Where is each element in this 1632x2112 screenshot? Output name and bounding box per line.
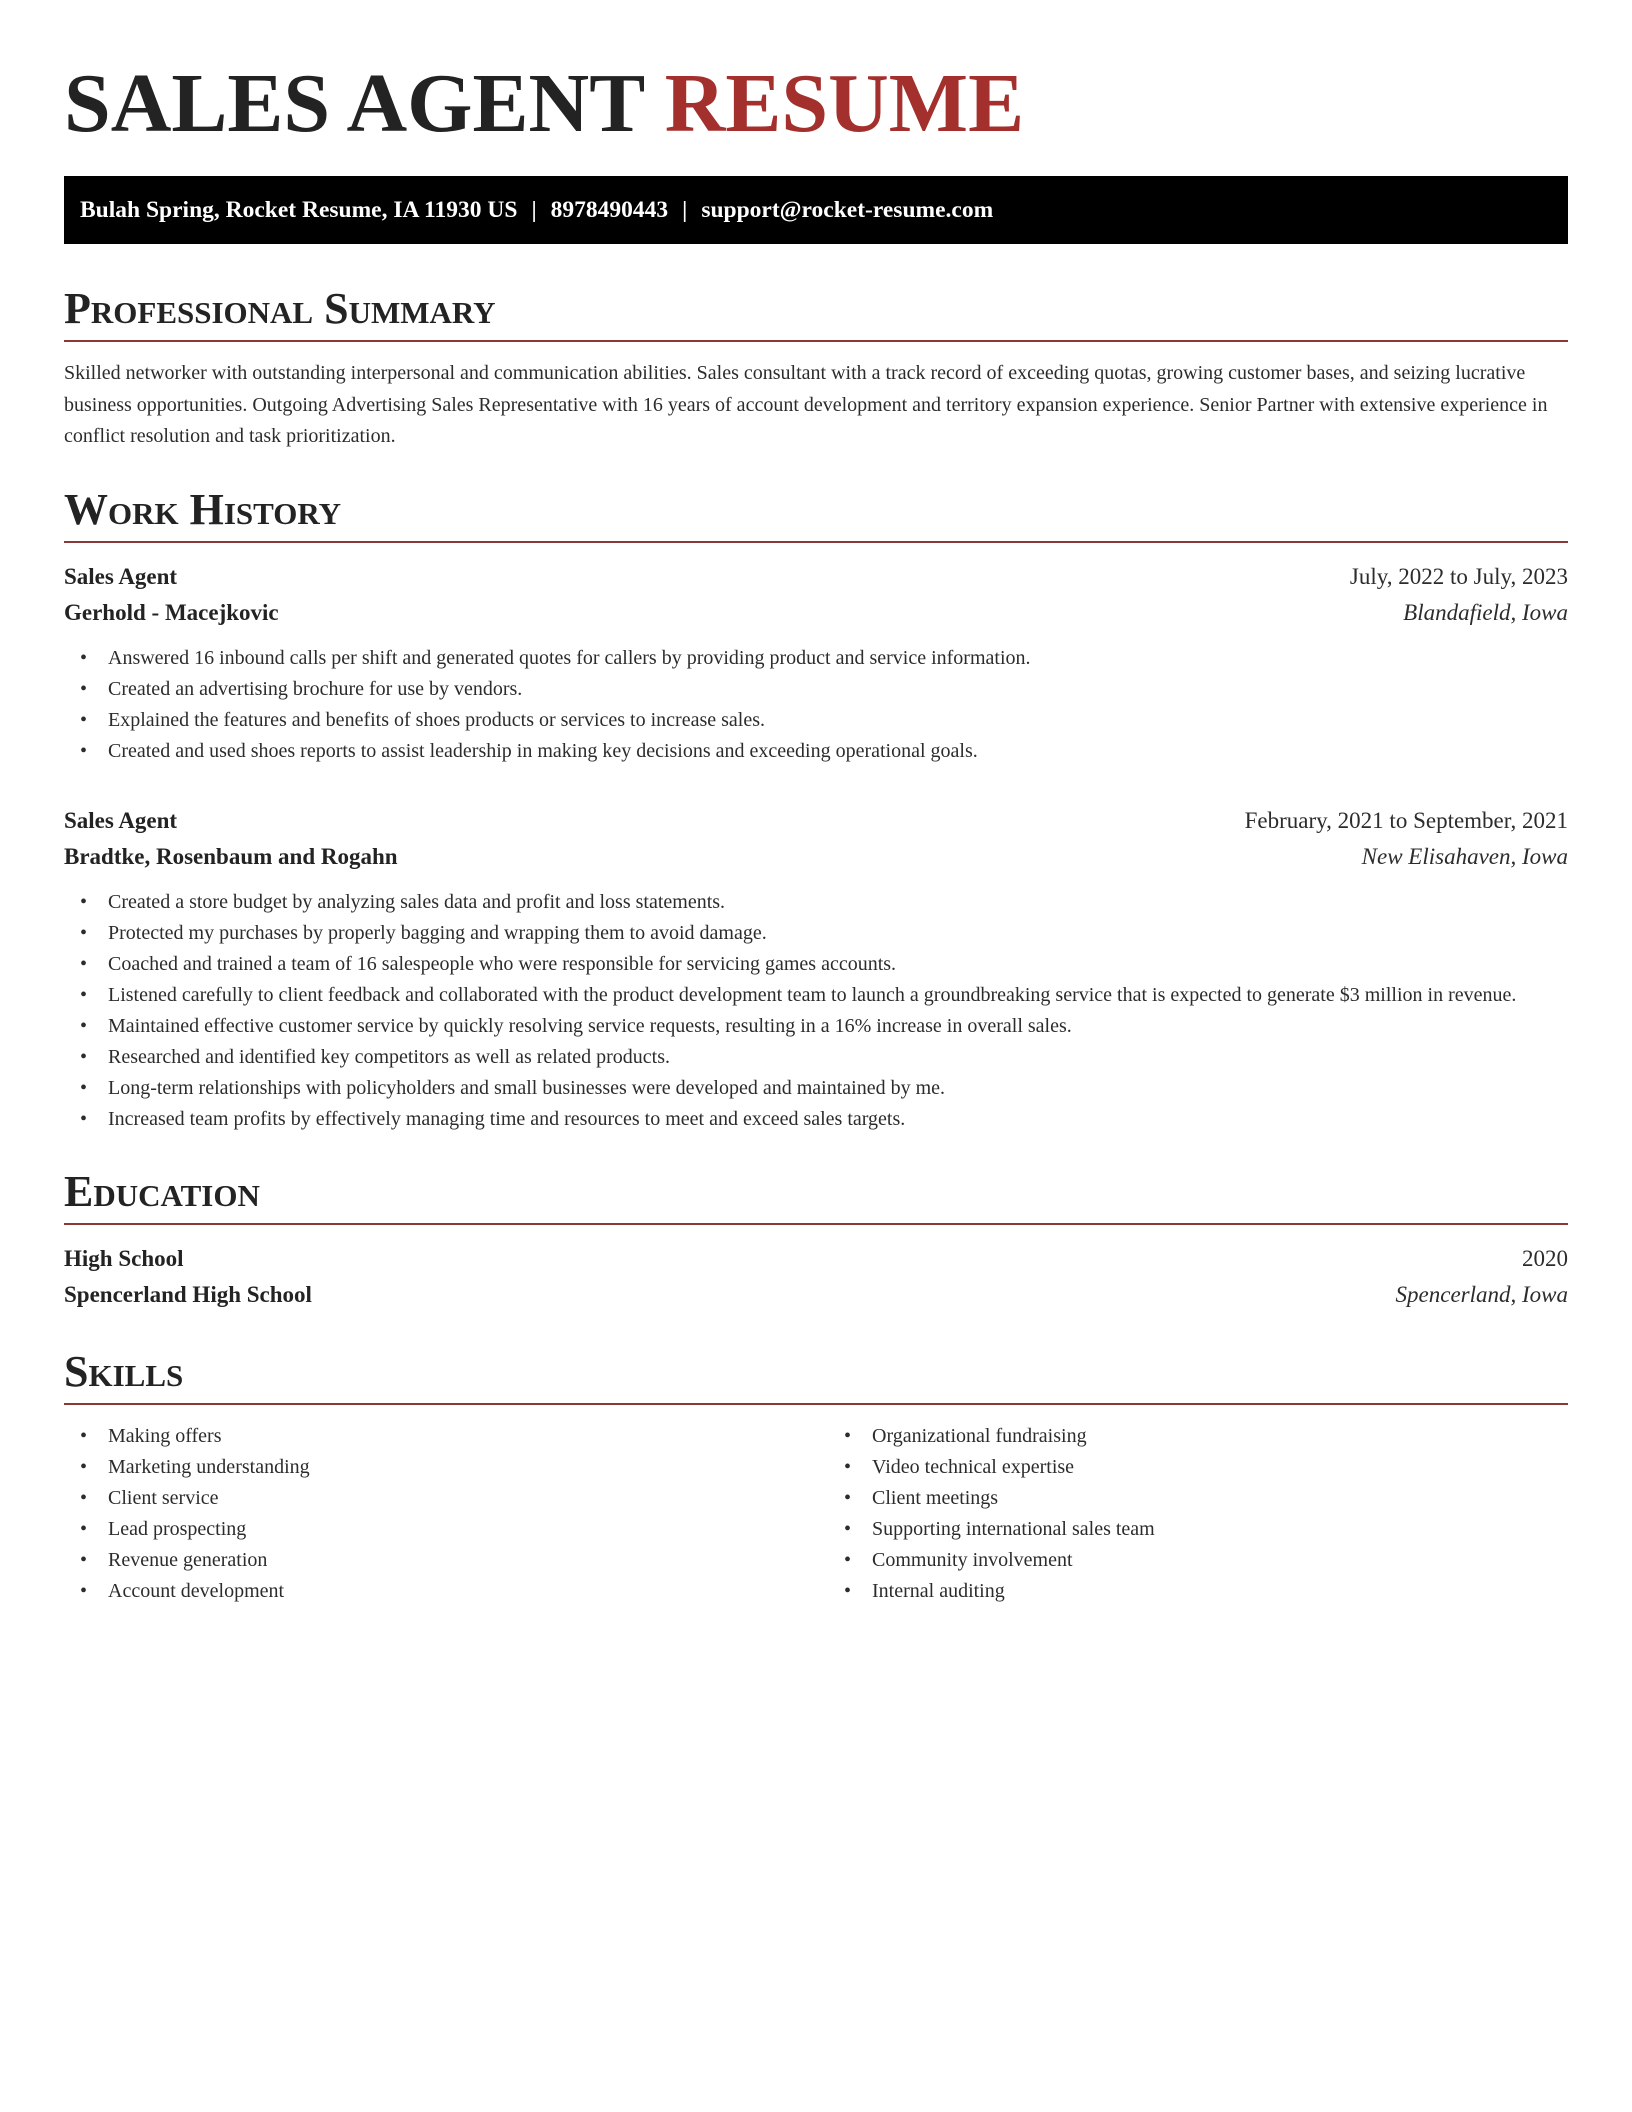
contact-email[interactable]: support@rocket-resume.com	[701, 197, 994, 223]
list-item: • Maintained effective customer service by quickly resolving service requests, resulting in a 16% increase in overall sales.	[64, 1011, 1568, 1042]
list-item: • Revenue generation	[64, 1545, 804, 1576]
education-school-row	[64, 1277, 1568, 1313]
job-bullets	[64, 887, 1568, 1135]
job-company-row	[64, 839, 1568, 875]
section-divider	[64, 1223, 1568, 1225]
list-item: • Account development	[64, 1576, 804, 1607]
work-history-section	[64, 485, 1568, 1135]
summary-text: Skilled networker with outstanding interpersonal and communication abilities. Sales consultant with a track record of exceeding quotas, growing customer bases, and seizing lucrative business opportunities. Outgoing Advertising Sales Representative with 16 years of account development and territory expansion experience. Senior Partner with extensive experience in conflict resolution and task prioritization.	[64, 362, 1548, 447]
title-accent: RESUME	[664, 57, 1025, 150]
contact-phone: 8978490443	[550, 197, 669, 223]
section-heading-skills: Skills	[64, 1346, 184, 1396]
job-company-row	[64, 595, 1568, 631]
list-item: • Explained the features and benefits of shoes products or services to increase sales.	[64, 705, 1568, 736]
contact-address: Bulah Spring, Rocket Resume, IA 11930 US	[80, 197, 518, 223]
job-dates: February, 2021 to September, 2021	[1244, 807, 1568, 833]
list-item: • Answered 16 inbound calls per shift and generated quotes for callers by providing product and service information.	[64, 643, 1568, 674]
list-item: • Coached and trained a team of 16 salespeople who were responsible for servicing games accounts.	[64, 949, 1568, 980]
job-company: Gerhold - Macejkovic	[64, 599, 279, 625]
section-heading-work: Work History	[64, 484, 342, 534]
list-item: • Video technical expertise	[828, 1452, 1568, 1483]
list-item: • Listened carefully to client feedback and collaborated with the product development team to launch a groundbreaking service that is expected to generate $3 million in revenue.	[64, 980, 1568, 1011]
job-entry	[64, 559, 1568, 767]
list-item: • Organizational fundraising	[828, 1421, 1568, 1452]
section-divider	[64, 1403, 1568, 1405]
job-company: Bradtke, Rosenbaum and Rogahn	[64, 843, 398, 869]
page-title	[64, 0, 1568, 154]
professional-summary-section	[64, 284, 1568, 453]
list-item: • Client meetings	[828, 1483, 1568, 1514]
job-location: Blandafield, Iowa	[1403, 599, 1568, 625]
list-item: • Lead prospecting	[64, 1514, 804, 1545]
education-degree: High School	[64, 1245, 184, 1271]
education-degree-row	[64, 1241, 1568, 1277]
list-item: • Increased team profits by effectively managing time and resources to meet and exceed sales targets.	[64, 1104, 1568, 1135]
skills-section	[64, 1347, 1568, 1607]
list-item: • Protected my purchases by properly bagging and wrapping them to avoid damage.	[64, 918, 1568, 949]
job-location: New Elisahaven, Iowa	[1361, 843, 1568, 869]
skills-list-left	[64, 1421, 804, 1607]
list-item: • Created and used shoes reports to assist leadership in making key decisions and exceeding operational goals.	[64, 736, 1568, 767]
section-heading-summary: Professional Summary	[64, 284, 496, 333]
job-title: Sales Agent	[64, 563, 178, 589]
list-item: • Created a store budget by analyzing sales data and profit and loss statements.	[64, 887, 1568, 918]
list-item: • Internal auditing	[828, 1576, 1568, 1607]
list-item: • Supporting international sales team	[828, 1514, 1568, 1545]
education-year: 2020	[1522, 1245, 1568, 1271]
title-main: SALES AGENT	[64, 57, 644, 150]
contact-bar	[64, 176, 1568, 244]
list-item: • Created an advertising brochure for use by vendors.	[64, 674, 1568, 705]
list-item: • Marketing understanding	[64, 1452, 804, 1483]
list-item: • Client service	[64, 1483, 804, 1514]
section-divider	[64, 340, 1568, 342]
list-item: • Making offers	[64, 1421, 804, 1452]
job-entry	[64, 803, 1568, 1135]
list-item: • Community involvement	[828, 1545, 1568, 1576]
job-bullets	[64, 643, 1568, 767]
list-item: • Long-term relationships with policyholders and small businesses were developed and maintained by me.	[64, 1073, 1568, 1104]
job-header-row	[64, 803, 1568, 839]
resume-page	[64, 0, 1568, 1607]
list-item: • Researched and identified key competitors as well as related products.	[64, 1042, 1568, 1073]
contact-separator: |	[531, 197, 537, 223]
job-title: Sales Agent	[64, 807, 178, 833]
skills-list-right	[828, 1421, 1568, 1607]
skills-grid	[64, 1421, 1568, 1607]
job-dates: July, 2022 to July, 2023	[1349, 563, 1568, 589]
education-school: Spencerland High School	[64, 1281, 312, 1307]
education-section	[64, 1167, 1568, 1313]
contact-separator: |	[682, 197, 688, 223]
section-divider	[64, 541, 1568, 543]
job-header-row	[64, 559, 1568, 595]
section-heading-education: Education	[64, 1166, 260, 1216]
education-location: Spencerland, Iowa	[1395, 1281, 1568, 1307]
